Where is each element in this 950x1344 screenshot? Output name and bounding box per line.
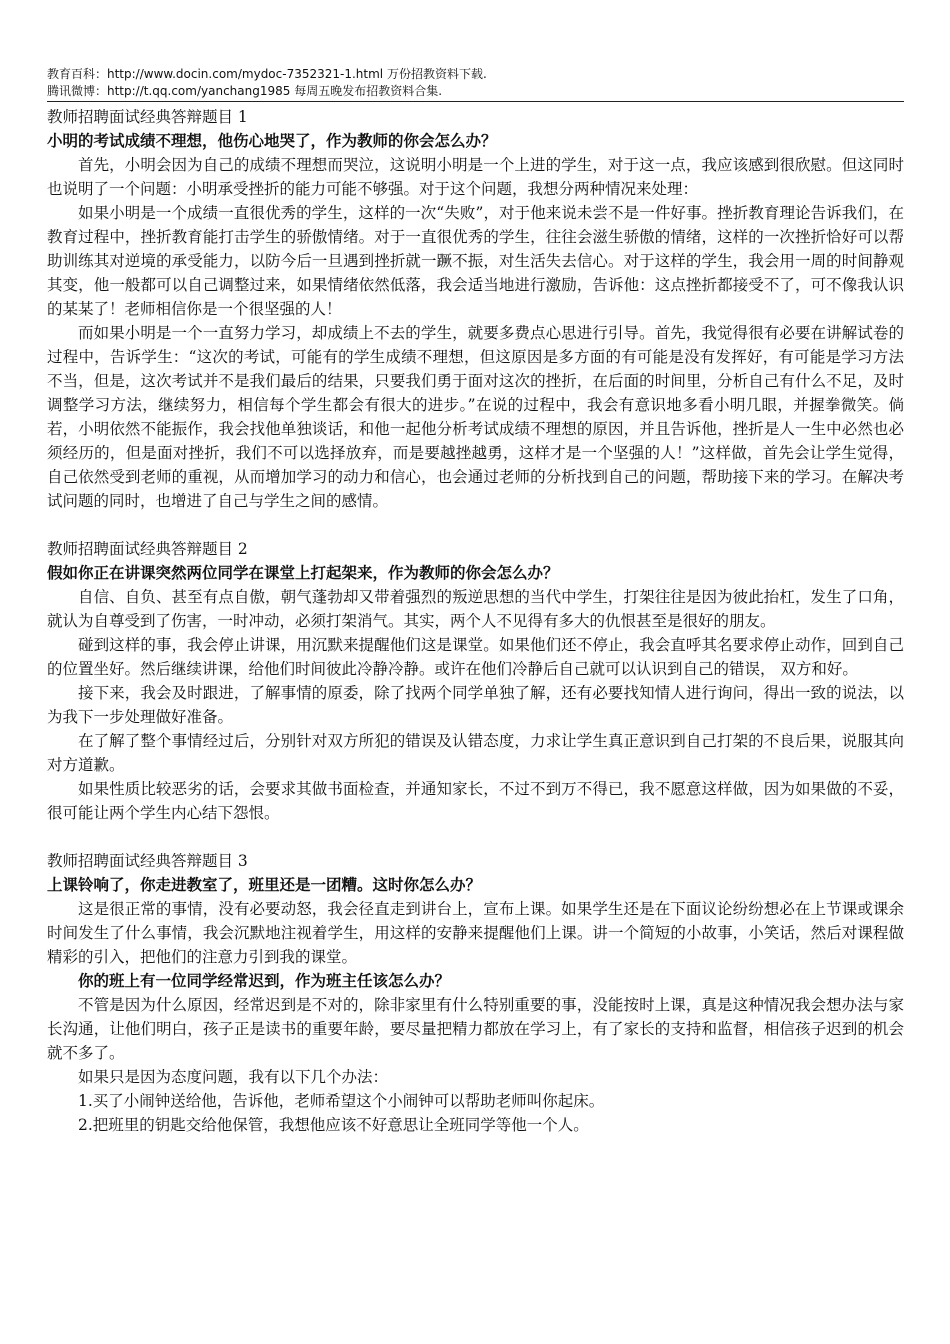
answer-paragraph: 首先，小明会因为自己的成绩不理想而哭泣，这说明小明是一个上进的学生，对于这一点，我应该感到很欣慰。但这同时也说明了一个问题：小明承受挫折的能力可能不够强。对于这个问题，我想分两种情况来处理：: [47, 156, 904, 198]
document-page: [47, 66, 904, 1137]
section-title: 教师招聘面试经典答辩题目 3: [47, 852, 248, 870]
document-header: [47, 66, 904, 100]
sub-question-heading: 你的班上有一位同学经常迟到，作为班主任该怎么办？: [78, 972, 451, 990]
answer-paragraph: 碰到这样的事，我会停止讲课，用沉默来提醒他们这是课堂。如果他们还不停止，我会直呼其名要求停止动作，回到自己的位置坐好。然后继续讲课，给他们时间彼此冷静冷静。或许在他们冷静后自己就可以认识到自己的错误， 双方和好。: [47, 636, 904, 678]
question-heading: 假如你正在讲课突然两位同学在课堂上打起架来，作为教师的你会怎么办？: [47, 564, 559, 582]
answer-paragraph: 如果性质比较恶劣的话，会要求其做书面检查，并通知家长，不过不到万不得已，我不愿意这样做，因为如果做的不妥，很可能让两个学生内心结下怨恨。: [47, 780, 904, 822]
answer-paragraph: 而如果小明是一个一直努力学习，却成绩上不去的学生，就要多费点心思进行引导。首先，我觉得很有必要在讲解试卷的过程中，告诉学生：“这次的考试，可能有的学生成绩不理想，但这原因是多方面的有可能是没有发挥好，有可能是学习方法不当，但是，这次考试并不是我们最后的结果，只要我们勇于面对这次的挫折，在后面的时间里，分析自己有什么不足，及时调整学习方法，继续努力，相信每个学生都会有很大的进步。”在说的过程中，我会有意识地多看小明几眼，并握拳微笑。倘若，小明依然不能振作，我会找他单独谈话，和他一起他分析考试成绩不理想的原因，并且告诉他，挫折是人一生中必然也必须经历的，但是面对挫折，我们不可以选择放弃，而是要越挫越勇，这样才是一个坚强的人！”这样做，首先会让学生觉得，自己依然受到老师的重视，从而增加学习的动力和信心，也会通过老师的分析找到自己的问题，帮助接下来的学习。在解决考试问题的同时，也增进了自己与学生之间的感情。: [47, 324, 904, 510]
question-heading: 小明的考试成绩不理想，他伤心地哭了，作为教师的你会怎么办？: [47, 132, 497, 150]
header-line-weibo: 腾讯微博：http://t.qq.com/yanchang1985 每周五晚发布招教资料合集.: [47, 84, 443, 98]
answer-paragraph: 如果小明是一个成绩一直很优秀的学生，这样的一次“失败”，对于他来说未尝不是一件好事。挫折教育理论告诉我们，在教育过程中，挫折教育能打击学生的骄傲情绪。对于一直很优秀的学生，往往会滋生骄傲的情绪，这样的一次挫折恰好可以帮助训练其对逆境的承受能力，以防今后一旦遇到挫折就一蹶不振，对生活失去信心。对于这样的学生，我会用一周的时间静观其变，他一般都可以自己调整过来，如果情绪依然低落，我会适当地进行激励，告诉他：这点挫折都接受不了，可不像我认识的某某了！老师相信你是一个很坚强的人！: [47, 204, 904, 318]
question-heading: 上课铃响了，你走进教室了，班里还是一团糟。这时你怎么办？: [47, 876, 482, 894]
header-divider: [47, 101, 904, 102]
section-spacer: [47, 513, 904, 537]
section-3: [47, 849, 904, 1137]
section-spacer: [47, 825, 904, 849]
section-title: 教师招聘面试经典答辩题目 2: [47, 540, 248, 558]
answer-paragraph: 不管是因为什么原因，经常迟到是不对的，除非家里有什么特别重要的事，没能按时上课，真是这种情况我会想办法与家长沟通，让他们明白，孩子正是读书的重要年龄，要尽量把精力都放在学习上，有了家长的支持和监督，相信孩子迟到的机会就不多了。: [47, 996, 904, 1062]
answer-paragraph: 自信、自负、甚至有点自傲，朝气蓬勃却又带着强烈的叛逆思想的当代中学生，打架往往是因为彼此抬杠，发生了口角，就认为自尊受到了伤害，一时冲动，必须打架消气。其实，两个人不见得有多大的仇恨甚至是很好的朋友。: [47, 588, 904, 630]
answer-paragraph: 在了解了整个事情经过后，分别针对双方所犯的错误及认错态度，力求让学生真正意识到自己打架的不良后果，说服其向对方道歉。: [47, 732, 904, 774]
answer-paragraph: 如果只是因为态度问题，我有以下几个办法：: [78, 1068, 389, 1086]
list-item: 2.把班里的钥匙交给他保管，我想他应该不好意思让全班同学等他一个人。: [78, 1116, 589, 1134]
header-line-docin: 教育百科：http://www.docin.com/mydoc-7352321-1.html 万份招教资料下载.: [47, 67, 487, 81]
section-1: [47, 105, 904, 513]
list-item: 1.买了小闹钟送给他，告诉他，老师希望这个小闹钟可以帮助老师叫你起床。: [78, 1092, 605, 1110]
answer-paragraph: 接下来，我会及时跟进，了解事情的原委，除了找两个同学单独了解，还有必要找知情人进行询问，得出一致的说法，以为我下一步处理做好准备。: [47, 684, 904, 726]
section-title: 教师招聘面试经典答辩题目 1: [47, 108, 248, 126]
section-2: [47, 537, 904, 825]
answer-paragraph: 这是很正常的事情，没有必要动怒，我会径直走到讲台上，宣布上课。如果学生还是在下面议论纷纷想必在上节课或课余时间发生了什么事情，我会沉默地注视着学生，用这样的安静来提醒他们上课。讲一个简短的小故事，小笑话，然后对课程做精彩的引入，把他们的注意力引到我的课堂。: [47, 900, 904, 966]
